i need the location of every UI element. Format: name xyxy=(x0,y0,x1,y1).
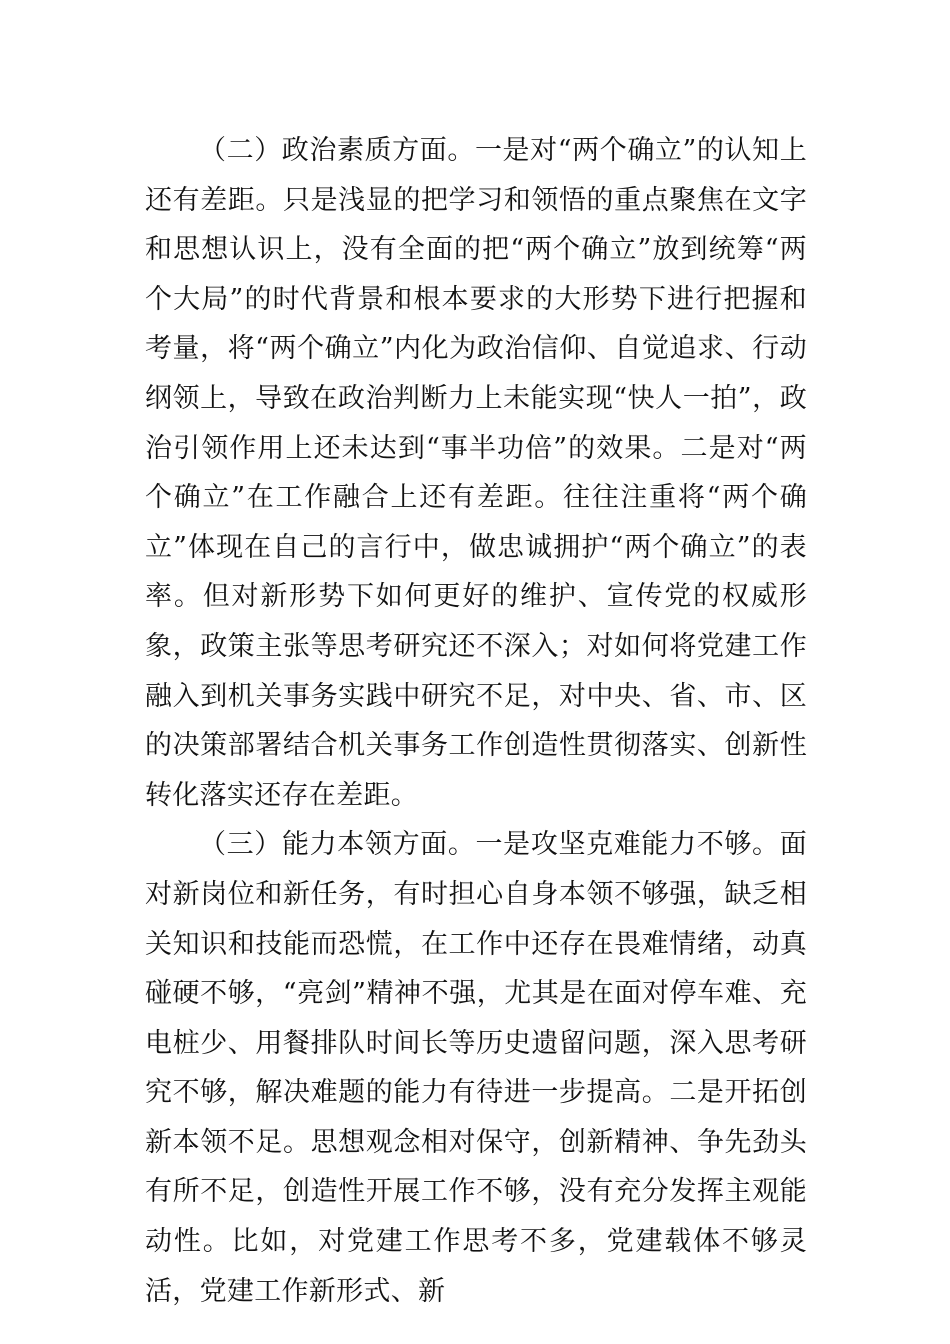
paragraph-political-quality: （二）政治素质方面。一是对“两个确立”的认知上还有差距。只是浅显的把学习和领悟的重点聚焦在文字和思想认识上，没有全面的把“两个确立”放到统筹“两个大局”的时代背景和根本要求的大形势下进行把握和考量，将“两个确立”内化为政治信仰、自觉追求、行动纲领上，导致在政治判断力上未能实现“快人一拍”，政治引领作用上还未达到“事半功倍”的效果。二是对“两个确立”在工作融合上还有差距。往往注重将“两个确立”体现在自己的言行中，做忠诚拥护“两个确立”的表率。但对新形势下如何更好的维护、宣传党的权威形象，政策主张等思考研究还不深入；对如何将党建工作融入到机关事务实践中研究不足，对中央、省、市、区的决策部署结合机关事务工作创造性贯彻落实、创新性转化落实还存在差距。 xyxy=(145,135,807,811)
paragraph-ability-skills: （三）能力本领方面。一是攻坚克难能力不够。面对新岗位和新任务，有时担心自身本领不够强，缺乏相关知识和技能而恐慌，在工作中还存在畏难情绪，动真碰硬不够，“亮剑”精神不强，尤其是在面对停车难、充电桩少、用餐排队时间长等历史遗留问题，深入思考研究不够，解决难题的能力有待进一步提高。二是开拓创新本领不足。思想观念相对保守，创新精神、争先劲头有所不足，创造性开展工作不够，没有充分发挥主观能动性。比如，对党建工作思考不多，党建载体不够灵活，党建工作新形式、新 xyxy=(145,829,807,1307)
document-body xyxy=(145,126,807,1316)
